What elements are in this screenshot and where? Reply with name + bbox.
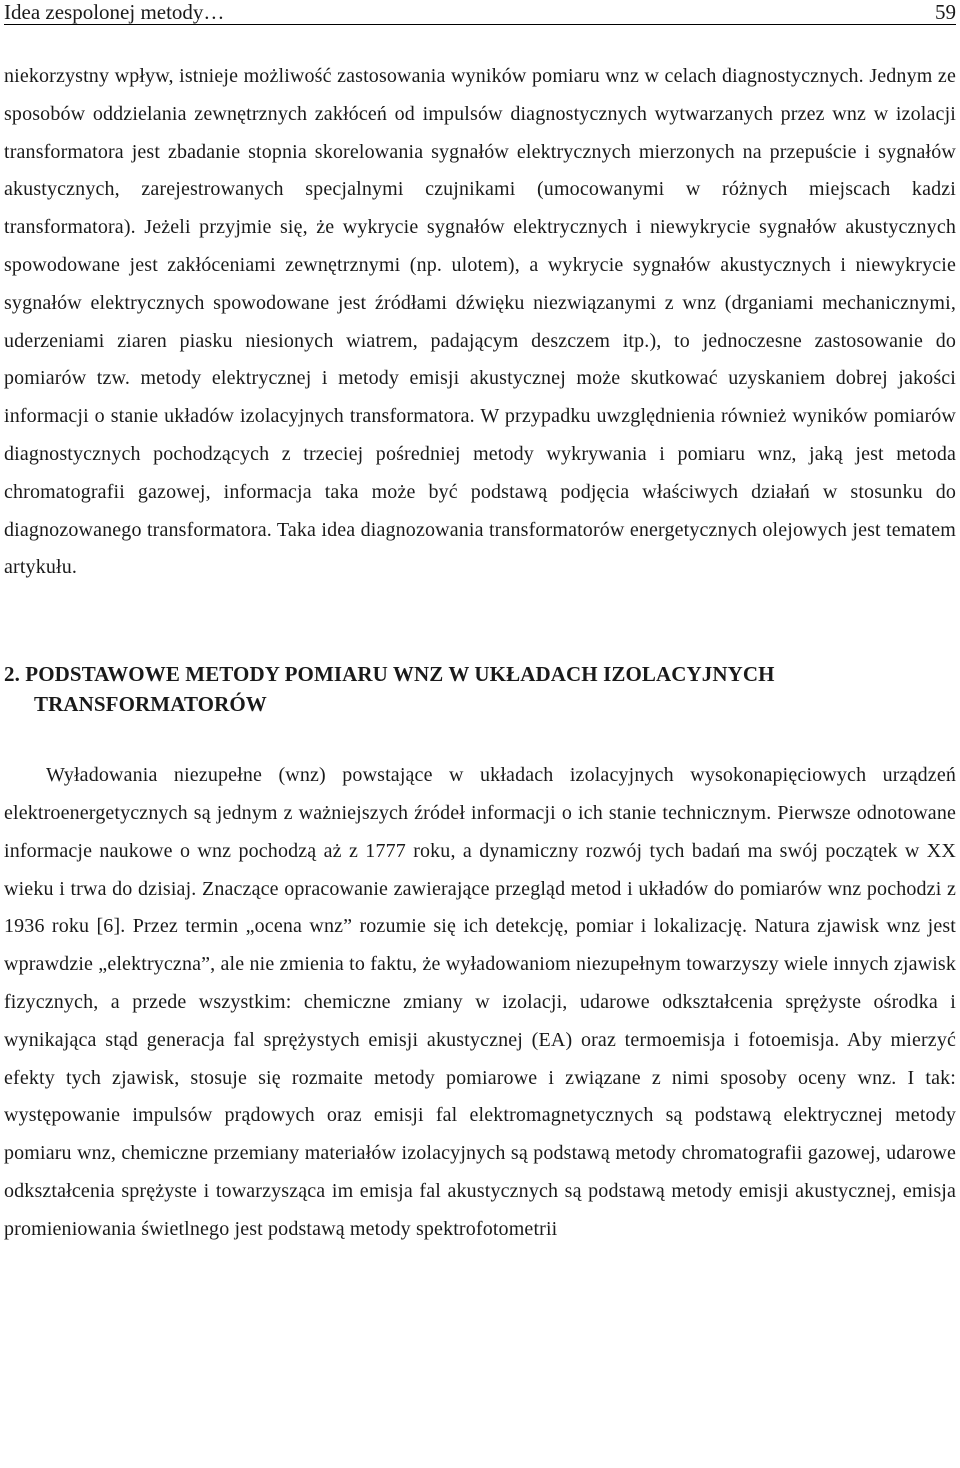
running-header bbox=[4, 0, 956, 25]
body-paragraph-2: Wyładowania niezupełne (wnz) powstające w układach izolacyjnych wysokonapięciowych urządzeń elektroenergetycznych są jednym z ważniejszych źródeł informacji o ich stanie technicznym. Pierwsze odnotowane informacje naukowe o wnz pochodzą aż z 1777 roku, a dynamiczny rozwój tych badań ma swój początek w XX wieku i trwa do dzisiaj. Znaczące opracowanie zawierające przegląd metod i układów do pomiarów wnz pochodzi z 1936 roku [6]. Przez termin „ocena wnz” rozumie się ich detekcję, pomiar i lokalizację. Natura zjawisk wnz jest wprawdzie „elektryczna”, ale nie zmienia to faktu, że wyładowaniom niezupełnym towarzyszy wiele innych zjawisk fizycznych, a przede wszystkim: chemiczne zmiany w izolacji, udarowe odkształcenia sprężyste ośrodka i wynikająca stąd generacja fal sprężystych emisji akustycznej (EA) oraz termoemisja i fotoemisja. Aby mierzyć efekty tych zjawisk, stosuje się rozmaite metody pomiarowe i związane z nimi sposoby oceny wnz. I tak: występowanie impulsów prądowych oraz emisji fal elektromagnetycznych są podstawą elektrycznej metody pomiaru wnz, chemiczne przemiany materiałów izolacyjnych są podstawą metody chromatografii gazowej, udarowe odkształcenia sprężyste i towarzysząca im emisja fal akustycznych są podstawą metody emisji akustycznej, emisja promieniowania świetlnego jest podstawą metody spektrofotometrii bbox=[4, 764, 956, 1240]
body-paragraph-1: niekorzystny wpływ, istnieje możliwość zastosowania wyników pomiaru wnz w celach diagnostycznych. Jednym ze sposobów oddzielania zewnętrznych zakłóceń od impulsów diagnostycznych wytwarzanych przez wnz w izolacji transformatora jest zbadanie stopnia skorelowania sygnałów elektrycznych mierzonych na przepuście i sygnałów akustycznych, zarejestrowanych specjalnymi czujnikami (umocowanymi w różnych miejscach kadzi transformatora). Jeżeli przyjmie się, że wykrycie sygnałów elektrycznych i niewykrycie sygnałów akustycznych spowodowane jest zakłóceniami zewnętrznymi (np. ulotem), a wykrycie sygnałów akustycznych i niewykrycie sygnałów elektrycznych spowodowane jest źródłami dźwięku niezwiązanymi z wnz (drganiami mechanicznymi, uderzeniami ziaren piasku niesionych wiatrem, padającym deszczem itp.), to jednoczesne zastosowanie do pomiarów tzw. metody elektrycznej i metody emisji akustycznej może skutkować uzyskaniem dobrej jakości informacji o stanie układów izolacyjnych transformatora. W przypadku uwzględnienia również wyników pomiarów diagnostycznych pochodzących z trzeciej pośredniej metody wykrywania i pomiaru wnz, jaką jest metoda chromatografii gazowej, informacja taka może być podstawą podjęcia właściwych działań w stosunku do diagnozowanego transformatora. Taka idea diagnozowania transformatorów energetycznych olejowych jest tematem artykułu. bbox=[4, 65, 956, 579]
page-number: 59 bbox=[935, 0, 956, 24]
page-body bbox=[4, 58, 956, 1249]
section-heading: 2. PODSTAWOWE METODY POMIARU WNZ W UKŁADACH IZOLACYJNYCH TRANSFORMATORÓW bbox=[4, 662, 775, 717]
running-header-title: Idea zespolonej metody… bbox=[4, 0, 225, 24]
